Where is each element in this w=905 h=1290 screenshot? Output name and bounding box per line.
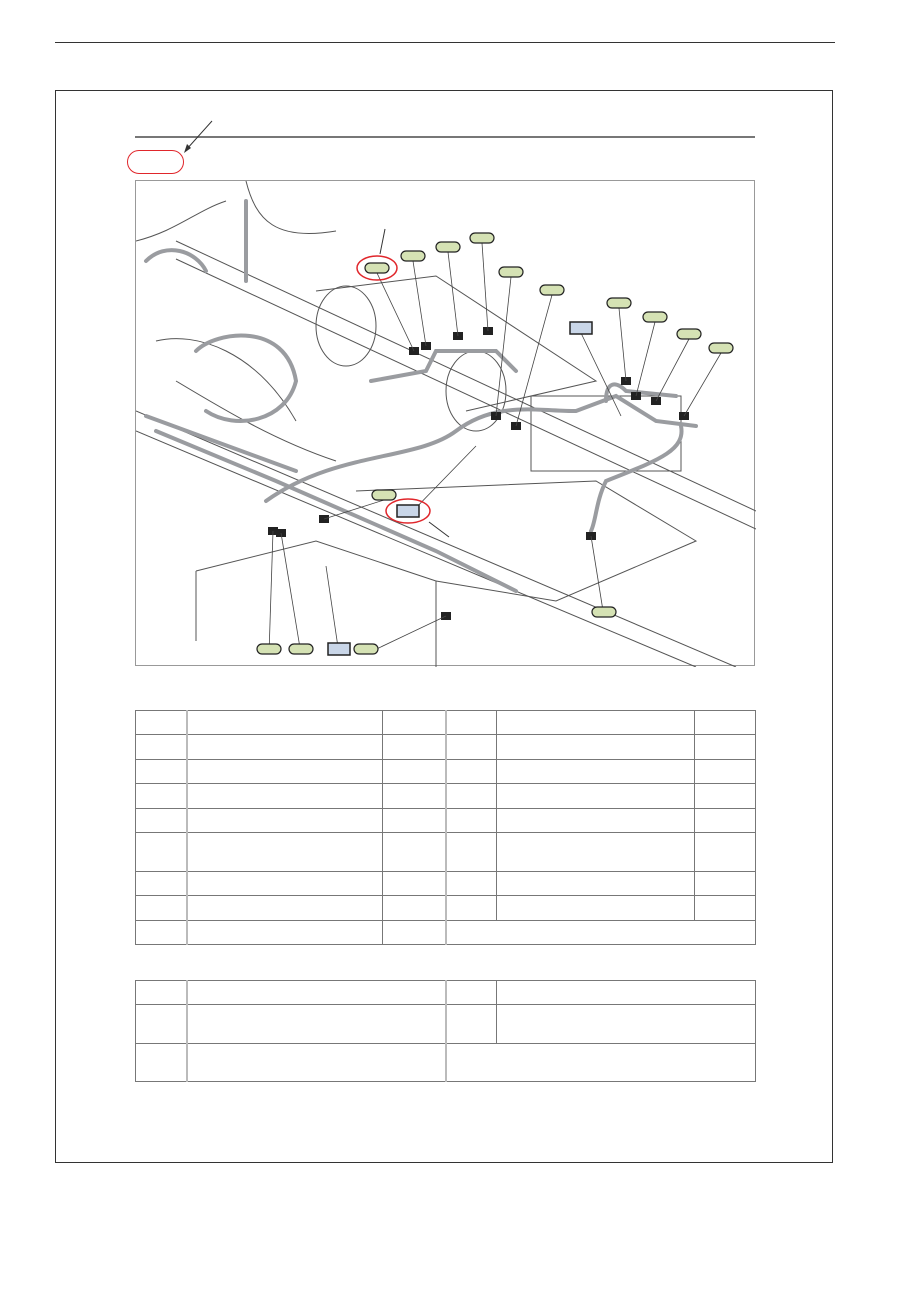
table-cell xyxy=(187,809,383,833)
table-cell xyxy=(497,784,695,809)
table-cell xyxy=(695,735,756,760)
table-cell xyxy=(695,833,756,872)
table-cell xyxy=(497,711,695,735)
callout-label xyxy=(470,233,494,243)
table-row xyxy=(136,711,756,735)
table-cell xyxy=(187,833,383,872)
table-cell xyxy=(187,784,383,809)
table-row xyxy=(136,981,756,1005)
callout-label xyxy=(540,285,564,295)
table-cell xyxy=(383,809,446,833)
harness-illustration xyxy=(136,181,756,667)
table-cell xyxy=(446,1044,756,1082)
callout-label xyxy=(289,644,313,654)
table-cell xyxy=(383,833,446,872)
callout-label xyxy=(354,644,378,654)
table-cell xyxy=(136,921,187,945)
table-cell xyxy=(383,921,446,945)
connector-code-box xyxy=(397,505,419,517)
table-cell xyxy=(446,981,497,1005)
table-cell xyxy=(446,735,497,760)
table-cell xyxy=(497,1005,756,1044)
table-row xyxy=(136,735,756,760)
table-cell xyxy=(383,760,446,784)
table-cell xyxy=(497,809,695,833)
table-row xyxy=(136,784,756,809)
table-cell xyxy=(187,921,383,945)
callout-label xyxy=(709,343,733,353)
table-cell xyxy=(136,760,187,784)
table-cell xyxy=(446,784,497,809)
table-row xyxy=(136,896,756,921)
callout-label xyxy=(643,312,667,322)
table-row xyxy=(136,872,756,896)
table-cell xyxy=(383,872,446,896)
wiring-harness-diagram xyxy=(135,180,755,666)
table-cell xyxy=(446,711,497,735)
table-cell xyxy=(497,760,695,784)
table-cell xyxy=(497,833,695,872)
table-cell xyxy=(446,809,497,833)
table-cell xyxy=(136,872,187,896)
table-cell xyxy=(383,711,446,735)
table-cell xyxy=(695,809,756,833)
table-cell xyxy=(136,981,187,1005)
table-cell xyxy=(497,981,756,1005)
table-row xyxy=(136,1005,756,1044)
callout-label xyxy=(436,242,460,252)
table-cell xyxy=(695,784,756,809)
table-cell xyxy=(446,872,497,896)
table-cell xyxy=(187,735,383,760)
callout-label xyxy=(499,267,523,277)
table-cell xyxy=(695,872,756,896)
table-cell xyxy=(446,1005,497,1044)
callout-label xyxy=(607,298,631,308)
table-cell xyxy=(187,1044,446,1082)
table-row xyxy=(136,760,756,784)
table-cell xyxy=(497,735,695,760)
callout-label xyxy=(372,490,396,500)
parts-table-1 xyxy=(135,710,756,945)
table-cell xyxy=(383,735,446,760)
table-cell xyxy=(136,735,187,760)
callout-label xyxy=(677,329,701,339)
callout-label xyxy=(365,263,389,273)
table-cell xyxy=(136,1044,187,1082)
table-cell xyxy=(136,1005,187,1044)
callout-label xyxy=(257,644,281,654)
table-cell xyxy=(383,784,446,809)
table-cell xyxy=(187,872,383,896)
table-cell xyxy=(446,833,497,872)
table-cell xyxy=(446,896,497,921)
table-row xyxy=(136,833,756,872)
table-row xyxy=(136,809,756,833)
connector-code-box xyxy=(328,643,350,655)
table-cell xyxy=(187,711,383,735)
table-cell xyxy=(136,809,187,833)
table-cell xyxy=(136,833,187,872)
table-cell xyxy=(136,711,187,735)
table-cell xyxy=(695,711,756,735)
table-cell xyxy=(497,896,695,921)
table-row xyxy=(136,1044,756,1082)
connector-code-box xyxy=(570,322,592,334)
table-cell xyxy=(446,760,497,784)
table-cell xyxy=(136,784,187,809)
callout-label xyxy=(592,607,616,617)
table-cell xyxy=(695,896,756,921)
callout-label xyxy=(401,251,425,261)
table-cell xyxy=(695,760,756,784)
table-cell xyxy=(187,896,383,921)
table-cell xyxy=(187,981,446,1005)
table-cell xyxy=(187,1005,446,1044)
parts-table-2 xyxy=(135,980,756,1082)
table-cell xyxy=(497,872,695,896)
table-row xyxy=(136,921,756,945)
table-cell xyxy=(187,760,383,784)
table-cell xyxy=(136,896,187,921)
table-cell xyxy=(446,921,756,945)
table-cell xyxy=(383,896,446,921)
